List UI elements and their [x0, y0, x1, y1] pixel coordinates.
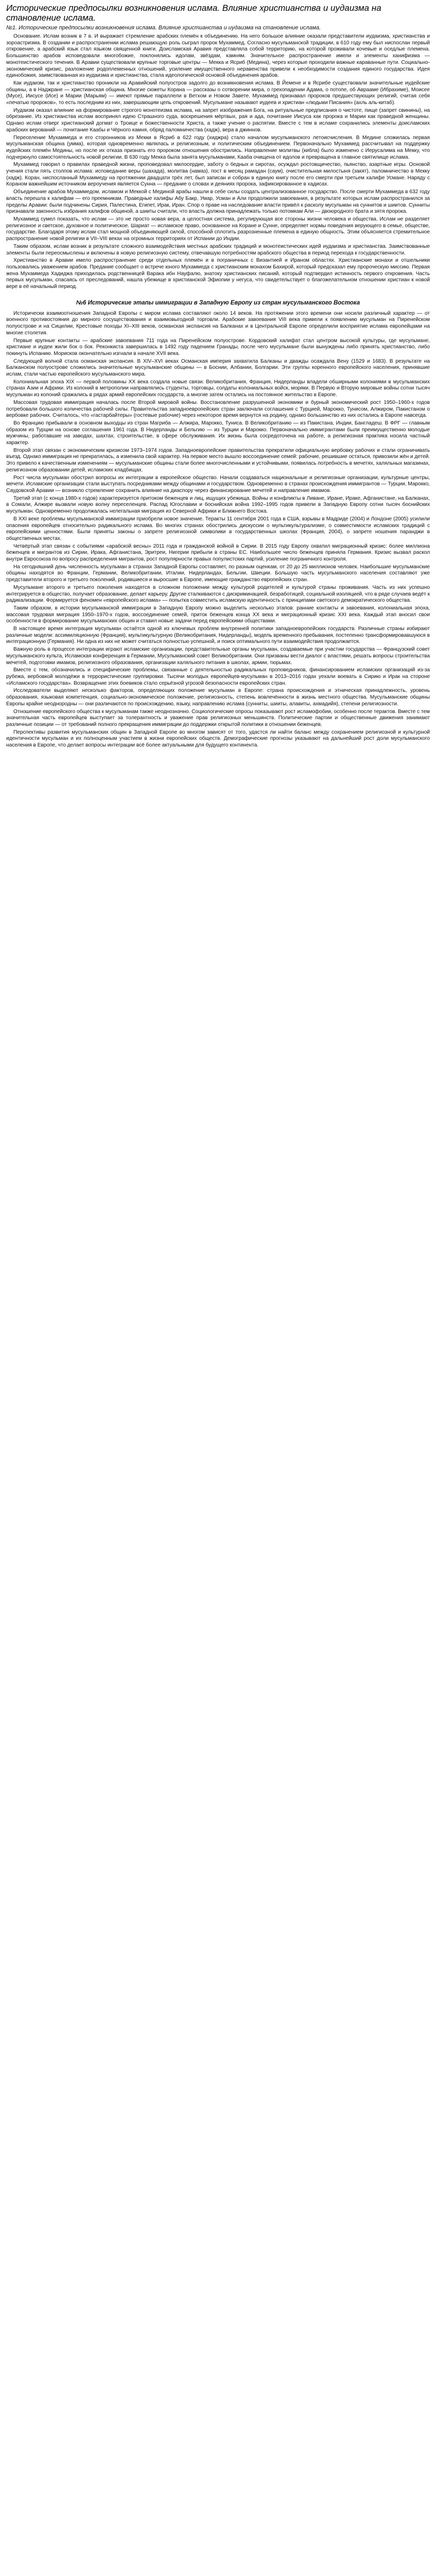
- paragraph: Исторически взаимоотношения Западной Европы с миром ислама составляют около 14 веков. На протяжении этого времени они носили различный характер — от военного противостояния до мирного сосуществования и взаимовыгодной торговли. Арабские завоевания VIII века привели к появлению мусульман на Пиренейском полуострове и на Сицилии, Крестовые походы XI–XIII веков, османская экспансия на Балканах и в Центральной Европе определили восприятие ислама европейцами на многие столетия.: [6, 310, 430, 336]
- section-1: [6, 25, 430, 291]
- paragraph: Перспективы развития мусульманских общин в Западной Европе во многом зависят от того, удастся ли найти баланс между сохранением религиозной и культурной идентичности мусульман и их полноценным участием в жизни европейских обществ. Демографические прогнозы указывают на дальнейший рост доли мусульманского населения в Европе, что делает вопросы интеграции всё более актуальными для будущего континента.: [6, 729, 430, 749]
- paragraph: Колониальная эпоха XIX — первой половины XX века создала новые связи. Великобритания, Франция, Нидерланды владели обширными колониями в мусульманских странах Азии и Африки. Из колоний в метрополии направлялись студенты, торговцы, солдаты колониальных войск, моряки. В Первую и Вторую мировые войны сотни тысяч мусульман из колоний сражались в рядах армий европейских государств, а многие затем остались на постоянное жительство в Европе.: [6, 379, 430, 398]
- paragraph: Переселение Мухаммеда и его сторонников из Мекки в Ясриб в 622 году (хиджра) стало началом мусульманского летоисчисления. В Медине сложилась первая мусульманская община (умма), которая одновременно являлась и религиозным, и политическим объединением. Первоначально Мухаммед рассчитывал на поддержку иудейских племён Медины, но после их отказа признать его пророком отношения обострились. Направление молитвы (кибла) было изменено с Иерусалима на Мекку, что подчеркнуло самостоятельность новой религии. В 630 году Мекка была занята мусульманами, Кааба очищена от идолов и превращена в главное святилище ислама.: [6, 134, 430, 160]
- paragraph: Таким образом, в истории мусульманской иммиграции в Западную Европу можно выделить несколько этапов: ранние контакты и завоевания, колониальная эпоха, массовая трудовая миграция 1950–1970-х годов, воссоединение семей, приток беженцев конца XX века и миграционный кризис XXI века. Каждый этап вносил свои особенности в формирование мусульманских общин и ставил новые задачи перед европейскими обществами.: [6, 605, 430, 624]
- document-page: [0, 0, 436, 760]
- section-2: [6, 300, 430, 749]
- paragraph: Массовая трудовая иммиграция началась после Второй мировой войны. Восстановление разрушенной экономики и бурный экономический рост 1950–1960-х годов потребовали большого количества рабочей силы. Правительства западноевропейских стран заключали соглашения с Турцией, Марокко, Тунисом, Алжиром, Пакистаном о вербовке рабочих. Считалось, что «гастарбайтеры» (гостевые рабочие) через некоторое время вернутся на родину, однако большинство из них остались в Европе навсегда.: [6, 399, 430, 419]
- paragraph: Второй этап связан с экономическим кризисом 1973–1974 годов. Западноевропейские правительства прекратили официальную вербовку рабочих и стали ограничивать въезд. Однако иммиграция не прекратилась, а изменила свой характер. На первое место вышло воссоединение семей: рабочие, решившие остаться, привозили жён и детей. Это привело к качественным изменениям — мусульманские общины стали более многочисленными и устойчивыми, появилась потребность в мечетях, халяльных магазинах, религиозном образовании детей, исламских кладбищах.: [6, 447, 430, 473]
- section-1-heading: №1. Исторические предпосылки возникновения ислама. Влияние христианства и иудаизма на становление ислама.: [6, 25, 321, 31]
- paragraph: Исследователи выделяют несколько факторов, определяющих положение мусульман в Европе: страна происхождения и этническая принадлежность, уровень образования, языковая компетенция, социально-экономическое положение, религиозность, степень вовлечённости в жизнь местного общества. Мусульманские общины Европы крайне неоднородны — они различаются по происхождению, языку, направлению ислама (сунниты, шииты, алавиты, ахмадийя), степени религиозности.: [6, 688, 430, 707]
- paragraph: Христианство в Аравии имело распространение среди отдельных племён и в пограничных с Византией и Ираном областях. Христианские монахи и отшельники пользовались уважением арабов. Предание сообщает о встрече юного Мухаммеда с христианским монахом Бахирой, который предсказал ему пророческую миссию. Первая жена Мухаммеда Хадиджа приходилась родственницей Варака ибн Науфалю, знатоку христианских писаний, который подтвердил истинность первого откровения. Часть первых мусульман, спасаясь от преследований, нашла убежище в христианской Эфиопии у негуса, что свидетельствует о благожелательном отношении христиан к новой вере в её начальный период.: [6, 258, 430, 290]
- paragraph: Таким образом, ислам возник в результате сложного взаимодействия местных арабских традиций и монотеистических идей иудаизма и христианства. Заимствованные элементы были переосмыслены и включены в новую религиозную систему, отвечавшую потребностям арабского общества в период перехода к государственности.: [6, 243, 430, 256]
- paragraph: Основание. Ислам возник в 7 в. И выражает стремление арабских племён к объединению. На него большое влияние оказали представители иудаизма, христианства и зороастризма. В создании и распространении ислама решающую роль сыграл пророк Мухаммед. Согласно мусульманской традиции, в 610 году ему был ниспослан первый откровение, а арабский язык стал языком священной книги. Доисламская Аравия представляла собой территорию, на которой проживали кочевые и оседлые племена. Большинство арабов исповедовали многобожие, поклонялись идолам, звёздам, камням. Значительное распространение имели и элементы ханифизма — монотеистического течения. В Аравии существовали крупные торговые центры — Мекка и Ясриб (Медина), через которые проходили важные караванные пути. Социально-экономический кризис, разложение родоплеменных отношений, усиление имущественного неравенства привели к необходимости создания единого государства. Идея единобожия, заимствованная из иудаизма и христианства, стала идеологической основой объединения арабов.: [6, 33, 430, 79]
- paragraph: Рост числа мусульман обострил вопросы их интеграции в европейское общество. Начали создаваться национальные и религиозные организации, культурные центры, мечети. Исламские организации стали выступать посредниками между общинами и государством. Одновременно в странах происхождения иммигрантов — Турции, Марокко, Саудовской Аравии — возникло стремление сохранить влияние на диаспору через финансирование мечетей и направление имамов.: [6, 474, 430, 494]
- paragraph: Важную роль в процессе интеграции играют исламские организации, представительные органы мусульман, создаваемые при участии государства — Французский совет мусульманского культа, Исламская конференция в Германии, Мусульманский совет Великобритании. Они призваны вести диалог с властями, решать вопросы строительства мечетей, подготовки имамов, религиозного образования, организации халяльного питания в школах, армии, тюрьмах.: [6, 647, 430, 666]
- section-1-body: [6, 33, 430, 291]
- paragraph: Объединение арабов Мухаммедом, исламом и Меккой с Мединой арабы нашли в себе силы создать централизованное государство. После смерти Мухаммеда в 632 году власть перешла к халифам — его преемникам. Праведные халифы Абу Бакр, Умар, Усман и Али продолжили завоевания, в результате которых ислам распространился за пределы Аравии: были подчинены Сирия, Палестина, Египет, Ирак, Иран. Спор о праве на наследование власти привёл к расколу мусульман на суннитов и шиитов. Сунниты признавали законность избрания халифов общиной, а шииты считали, что власть должна принадлежать только потомкам Али — двоюродного брата и зятя пророка.: [6, 189, 430, 215]
- paragraph: В XXI веке проблемы мусульманской иммиграции приобрели новое значение. Теракты 11 сентября 2001 года в США, взрывы в Мадриде (2004) и Лондоне (2005) усилили опасения европейцев относительно радикального ислама. Во многих странах обострились дискуссии о мультикультурализме, о совместимости исламских традиций с европейскими ценностями. Были приняты законы о запрете религиозной символики в государственных школах (Франция, 2004), о запрете ношения паранджи в общественных местах.: [6, 516, 430, 541]
- paragraph: На сегодняшний день численность мусульман в странах Западной Европы составляет, по разным оценкам, от 20 до 25 миллионов человек. Наибольшие мусульманские общины находятся во Франции, Германии, Великобритании, Италии, Нидерландах, Бельгии, Швеции. Большую часть мусульманского населения составляют уже представители второго и третьего поколений, родившиеся и выросшие в Европе, имеющие гражданство европейских стран.: [6, 564, 430, 583]
- paragraph: Иудаизм оказал влияние на формирование строгого монотеизма ислама, на запрет изображения Бога, на ритуальные предписания о чистоте, пище (запрет свинины), на обрезание. Из христианства ислам воспринял идею Страшного суда, воскрешения мёртвых, рая и ада, почитание Иисуса как пророка и Марии как праведной женщины. Однако ислам отверг христианский догмат о Троице и божественности Христа, а также учение о распятии. Вместе с тем в исламе сохранились элементы доисламских арабских верований — почитание Каабы и Чёрного камня, обряд паломничества (хадж), вера в джиннов.: [6, 107, 430, 133]
- paragraph: Во Францию прибывали в основном выходцы из стран Магриба — Алжира, Марокко, Туниса. В Великобританию — из Пакистана, Индии, Бангладеш. В ФРГ — главным образом из Турции на основе соглашения 1961 года. В Нидерланды и Бельгию — из Турции и Марокко. Первоначально иммигрантами были преимущественно молодые мужчины, работавшие на заводах, шахтах, строительстве, в сфере обслуживания. Их жизнь была сосредоточена на работе, а религиозная практика носила частный характер.: [6, 420, 430, 446]
- paragraph: Четвёртый этап связан с событиями «арабской весны» 2011 года и гражданской войной в Сирии. В 2015 году Европу охватил миграционный кризис: более миллиона беженцев и мигрантов из Сирии, Ирака, Афганистана, Эритреи, Нигерии прибыли в страны ЕС. Наибольшее число беженцев приняла Германия. Кризис вызвал раскол внутри Евросоюза по вопросу распределения мигрантов, рост популярности правых популистских партий, усиление пограничного контроля.: [6, 543, 430, 563]
- paragraph: Как иудаизм, так и христианство проникли на Аравийский полуостров задолго до возникновения ислама. В Йемене и в Ясрибе существовали значительные иудейские общины, а в Наджране — христианская община. Многие сюжеты Корана — рассказы о сотворении мира, о грехопадении Адама, о потопе, об Аврааме (Ибрахиме), Моисее (Мусе), Иисусе (Исе) и Марии (Марьям) — имеют прямые параллели в Ветхом и Новом Завете. Мухаммед признавал пророков предшествующих религий, считая себя «печатью пророков», то есть последним из них, завершающим цепь откровений. Мусульмане называют иудеев и христиан «людьми Писания» (ахль аль-китаб).: [6, 80, 430, 106]
- paragraph: Следующей волной стала османская экспансия. В XIV–XVI веках Османская империя захватила Балканы и дважды осаждала Вену (1529 и 1683). В результате на Балканском полуострове сложились значительные мусульманские общины — в Боснии, Албании, Болгарии. Эти группы коренного европейского населения, принявшие ислам, стали частью европейского мусульманского мира.: [6, 358, 430, 378]
- paragraph: В настоящее время интеграция мусульман остаётся одной из ключевых проблем внутренней политики западноевропейских государств. Различные страны избирают различные модели: ассимиляционную (Франция), мультикультурную (Великобритания, Нидерланды), модель временного пребывания, постепенно трансформировавшуюся в интеграционную (Германия). Ни одна из них не может считаться полностью успешной, и поиск оптимального пути взаимодействия продолжается.: [6, 626, 430, 645]
- document-title: Исторические предпосылки возникновения ислама. Влияние христианства и иудаизма на становление ислама.: [6, 3, 381, 23]
- section-2-body: [6, 311, 430, 749]
- paragraph: Мухаммед сумел показать, что ислам — это не просто новая вера, а целостная система, регулирующая все стороны жизни человека и общества. Ислам не разделяет религиозное и светское, духовное и политическое. Шариат — исламское право, основанное на Коране и Сунне, определяет нормы поведения верующего в семье, обществе, государстве. Благодаря этому ислам стал мощной объединяющей силой, способной сплотить разрозненные племена в единую общность. Этим объясняется стремительное распространение новой религии в VII–VIII веках на огромных территориях от Испании до Индии.: [6, 216, 430, 242]
- paragraph: Первые крупные контакты — арабские завоевания 711 года на Пиренейском полуострове. Кордовский халифат стал центром высокой культуры, где мусульмане, христиане и иудеи жили бок о бок. Реконкиста завершилась в 1492 году падением Гранады, после чего мусульмане были вынуждены либо принять христианство, либо покинуть Испанию. Морисков окончательно изгнали в начале XVII века.: [6, 337, 430, 357]
- paragraph: Отношение европейского общества к мусульманам также неоднозначно. Социологические опросы показывают рост исламофобии, особенно после терактов. Вместе с тем значительная часть европейцев выступает за толерантность и уважение прав религиозных меньшинств. Политические партии и общественные движения занимают различные позиции — от требований полного прекращения иммиграции до поддержки открытой политики в отношении беженцев.: [6, 708, 430, 727]
- paragraph: Мусульмане второго и третьего поколения находятся в сложном положении между культурой родителей и культурой страны проживания. Часть из них успешно интегрируется в общество, получает образование, делает карьеру. Другие сталкиваются с дискриминацией, безработицей, социальной изоляцией, что в ряде случаев ведёт к радикализации. Формируется феномен «европейского ислама» — попытка совместить исламскую идентичность с принципами светского демократического общества.: [6, 584, 430, 604]
- paragraph: Вместе с тем, обозначились и специфические проблемы, связанные с деятельностью радикальных проповедников, финансированием исламских организаций из-за рубежа, вербовкой молодёжи в террористические группировки. Тысячи молодых европейцев-мусульман в 2013–2016 годах уехали воевать в Сирию и Ирак на стороне «Исламского государства». Возвращение этих боевиков стало серьёзной угрозой безопасности европейских стран.: [6, 667, 430, 686]
- paragraph: Мухаммед говорил о правилах праведной жизни, проповедовал милосердие, заботу о бедных и сиротах, осуждал ростовщичество, пьянство, азартные игры. Основой учения стали пять столпов ислама: исповедание веры (шахада), молитва (намаз), пост в месяц рамадан (саум), очистительная милостыня (закят), паломничество в Мекку (хадж). Коран, ниспосланный Мухаммеду на протяжении двадцати трёх лет, был записан и собран в единую книгу после его смерти при третьем халифе Усмане. Наряду с Кораном важнейшим источником вероучения является Сунна — предание о словах и деяниях пророка, зафиксированное в хадисах.: [6, 162, 430, 188]
- section-2-heading: №6 Исторические этапы иммиграции в Западную Европу из стран мусульманского Востока: [76, 299, 360, 306]
- paragraph: Третий этап (с конца 1980-х годов) характеризуется притоком беженцев и лиц, ищущих убежища. Войны и конфликты в Ливане, Иране, Ираке, Афганистане, на Балканах, в Сомали, Алжире вызвали новую волну переселенцев. Распад Югославии и боснийская война 1992–1995 годов привели в Западную Европу сотни тысяч боснийских мусульман. Одновременно продолжалась нелегальная миграция из Северной Африки и Ближнего Востока.: [6, 495, 430, 515]
